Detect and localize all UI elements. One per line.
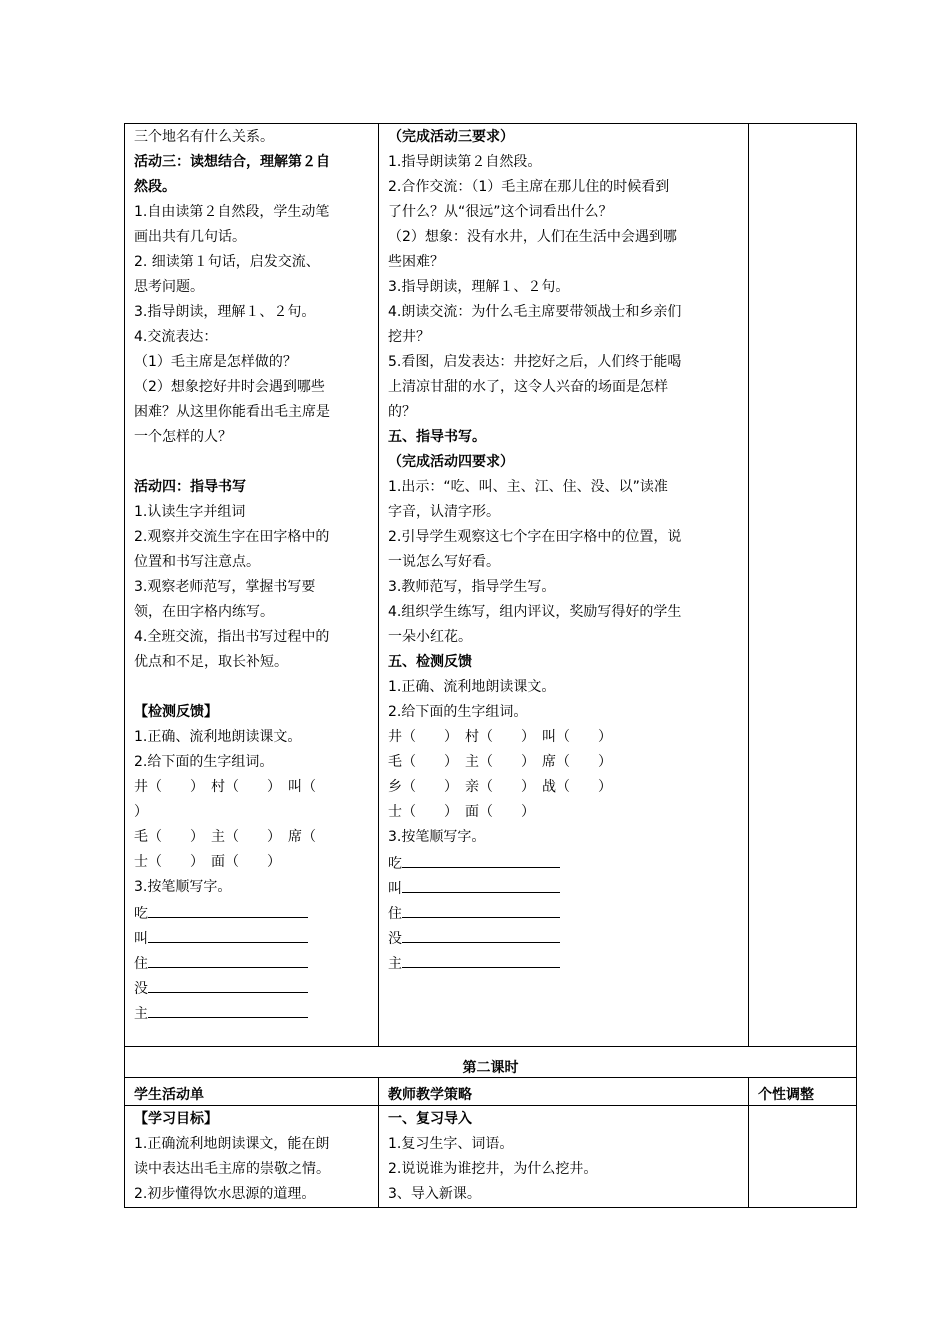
- text-line: 2.观察并交流生字在田字格中的: [134, 529, 330, 545]
- word-exercise-line: 士（ ） 面（ ）: [134, 854, 281, 870]
- text-line: 2.说说谁为谁挖井，为什么挖井。: [388, 1161, 598, 1177]
- header-student-activity: 学生活动单: [134, 1087, 204, 1103]
- table-bottom-border: [124, 1207, 857, 1208]
- practice-char: 主: [134, 1006, 148, 1022]
- text-line: 3.观察老师范写，掌握书写要: [134, 579, 316, 595]
- text-line: 1.正确、流利地朗读课文。: [134, 729, 302, 745]
- section-heading: （完成活动四要求）: [388, 454, 514, 470]
- left-column-lesson1: [134, 125, 374, 1025]
- text-line: 1.正确流利地朗读课文，能在朗: [134, 1136, 330, 1152]
- text-line: 困难？从这里你能看出毛主席是: [134, 404, 330, 420]
- left-column-lesson2: [134, 1107, 374, 1207]
- text-line: 些困难？: [388, 254, 444, 270]
- writing-blank: [402, 925, 560, 943]
- text-line: 2.初步懂得饮水思源的道理。: [134, 1186, 316, 1202]
- practice-char: 吃: [388, 856, 402, 872]
- activity-heading: 活动四：指导书写: [134, 479, 246, 495]
- text-line: 3.指导朗读，理解１、２句。: [388, 279, 570, 295]
- table-right-border: [856, 123, 857, 1208]
- text-line: 4.组织学生练写，组内评议，奖励写得好的学生: [388, 604, 682, 620]
- text-line: （1）毛主席是怎样做的？: [134, 354, 297, 370]
- second-lesson-title: 第二课时: [462, 1060, 519, 1076]
- word-exercise-line: 井（ ） 村（ ） 叫（: [134, 779, 316, 795]
- text-line: 2.引导学生观察这七个字在田字格中的位置，说: [388, 529, 682, 545]
- text-line: 读中表达出毛主席的崇敬之情。: [134, 1161, 330, 1177]
- writing-practice-line: [388, 900, 744, 925]
- text-line: 2. 细读第１句话，启发交流、: [134, 254, 320, 270]
- text-line: 4.交流表达：: [134, 329, 218, 345]
- writing-practice-line: [134, 950, 374, 975]
- word-exercise-line: 毛（ ） 主（ ） 席（: [134, 829, 316, 845]
- table-divider-1: [124, 1046, 857, 1047]
- writing-blank: [402, 950, 560, 968]
- section-heading: 五、指导书写。: [388, 429, 486, 445]
- text-line: 位置和书写注意点。: [134, 554, 260, 570]
- word-exercise-line: 乡（ ） 亲（ ） 战（ ）: [388, 779, 612, 795]
- text-line: 3.按笔顺写字。: [134, 879, 232, 895]
- word-exercise-line: 士（ ） 面（ ）: [388, 804, 535, 820]
- text-line: 3.指导朗读，理解１、２句。: [134, 304, 316, 320]
- text-line: 思考问题。: [134, 279, 204, 295]
- text-line: 字音，认清字形。: [388, 504, 500, 520]
- text-line: 1.自由读第２自然段，学生动笔: [134, 204, 330, 220]
- word-exercise-line: 井（ ） 村（ ） 叫（ ）: [388, 729, 612, 745]
- middle-column-lesson2: [388, 1107, 744, 1207]
- writing-blank: [148, 975, 308, 993]
- practice-char: 主: [388, 956, 402, 972]
- text-line: 3、导入新课。: [388, 1186, 481, 1202]
- text-line: 画出共有几句话。: [134, 229, 246, 245]
- column-divider-2-top: [748, 123, 749, 1046]
- header-personal-adjustment: 个性调整: [758, 1087, 814, 1103]
- text-line: 1.正确、流利地朗读课文。: [388, 679, 556, 695]
- text-line: 3.按笔顺写字。: [388, 829, 486, 845]
- text-line: 2.给下面的生字组词。: [388, 704, 528, 720]
- writing-practice-line: [134, 925, 374, 950]
- text-line: 一朵小红花。: [388, 629, 472, 645]
- practice-char: 吃: [134, 906, 148, 922]
- blank-line: [134, 450, 374, 475]
- column-divider-1-top: [378, 123, 379, 1046]
- writing-blank: [402, 875, 560, 893]
- text-line: 了什么？从“很远”这个词看出什么？: [388, 204, 613, 220]
- writing-blank: [148, 1000, 308, 1018]
- text-line: 挖井？: [388, 329, 430, 345]
- text-line: 5.看图，启发表达：井挖好之后，人们终于能喝: [388, 354, 682, 370]
- writing-blank: [148, 925, 308, 943]
- activity-heading: 活动三：读想结合，理解第２自: [134, 154, 330, 170]
- text-line: 上清凉甘甜的水了，这令人兴奋的场面是怎样: [388, 379, 668, 395]
- practice-char: 住: [388, 906, 402, 922]
- writing-blank: [402, 850, 560, 868]
- word-exercise-line: 毛（ ） 主（ ） 席（ ）: [388, 754, 612, 770]
- text-line: 三个地名有什么关系。: [134, 129, 274, 145]
- text-line: 1.复习生字、词语。: [388, 1136, 514, 1152]
- text-line: 1.出示：“吃、叫、主、江、住、没、以”读准: [388, 479, 668, 495]
- writing-blank: [148, 950, 308, 968]
- text-line: 一个怎样的人？: [134, 429, 232, 445]
- text-line: 1.指导朗读第２自然段。: [388, 154, 542, 170]
- writing-practice-line: [388, 875, 744, 900]
- writing-practice-line: [134, 975, 374, 1000]
- practice-char: 没: [134, 981, 148, 997]
- practice-char: 叫: [388, 881, 402, 897]
- writing-blank: [402, 900, 560, 918]
- section-heading: 【检测反馈】: [134, 704, 218, 720]
- text-line: （2）想象：没有水井，人们在生活中会遇到哪: [388, 229, 677, 245]
- writing-blank: [148, 900, 308, 918]
- blank-line: [134, 675, 374, 700]
- writing-practice-line: [388, 950, 744, 975]
- text-line: 3.教师范写，指导学生写。: [388, 579, 556, 595]
- text-line: 一说怎么写好看。: [388, 554, 500, 570]
- section-heading: 一、复习导入: [388, 1111, 472, 1127]
- practice-char: 没: [388, 931, 402, 947]
- text-line: （2）想象挖好井时会遇到哪些: [134, 379, 325, 395]
- text-line: 领，在田字格内练写。: [134, 604, 274, 620]
- text-line: 4.朗读交流：为什么毛主席要带领战士和乡亲们: [388, 304, 682, 320]
- word-exercise-line: ）: [134, 804, 148, 820]
- column-divider-1-bottom: [378, 1077, 379, 1207]
- activity-heading: 然段。: [134, 179, 176, 195]
- text-line: 的？: [388, 404, 416, 420]
- text-line: 1.认读生字并组词: [134, 504, 246, 520]
- writing-practice-line: [134, 900, 374, 925]
- section-heading: （完成活动三要求）: [388, 129, 514, 145]
- text-line: 优点和不足，取长补短。: [134, 654, 288, 670]
- writing-practice-line: [388, 925, 744, 950]
- column-divider-2-bottom: [748, 1077, 749, 1207]
- practice-char: 住: [134, 956, 148, 972]
- text-line: 4.全班交流，指出书写过程中的: [134, 629, 330, 645]
- middle-column-lesson1: [388, 125, 744, 975]
- section-heading: 【学习目标】: [134, 1111, 218, 1127]
- writing-practice-line: [388, 850, 744, 875]
- section-heading: 五、检测反馈: [388, 654, 472, 670]
- table-left-border: [124, 123, 125, 1208]
- practice-char: 叫: [134, 931, 148, 947]
- text-line: 2.合作交流：（1）毛主席在那儿住的时候看到: [388, 179, 670, 195]
- text-line: 2.给下面的生字组词。: [134, 754, 274, 770]
- header-teacher-strategy: 教师教学策略: [388, 1087, 472, 1103]
- writing-practice-line: [134, 1000, 374, 1025]
